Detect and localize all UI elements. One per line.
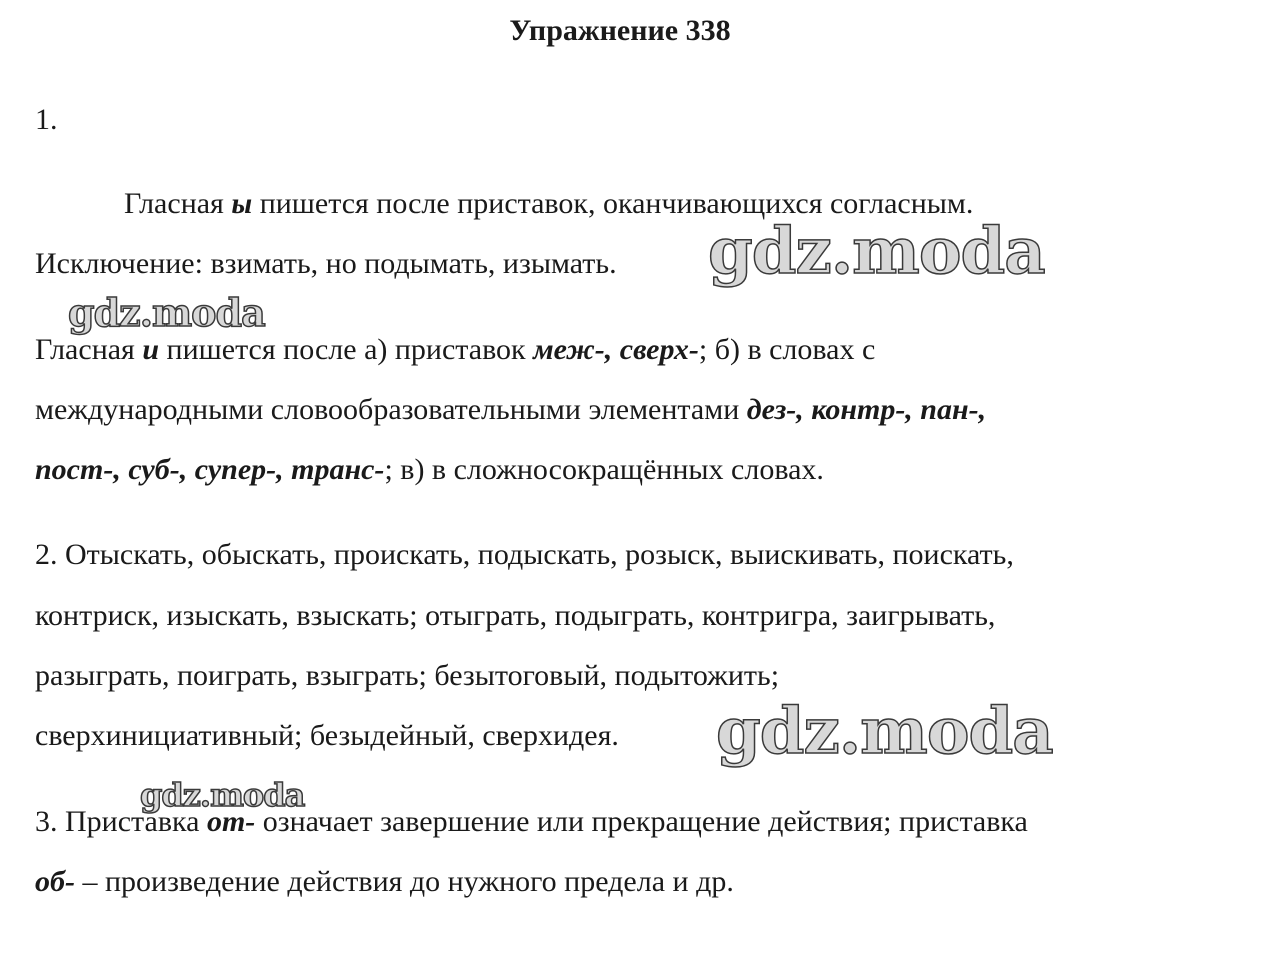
section-2-line-2: контриск, изыскать, взыскать; отыграть, подыграть, контригра, заигрывать,	[35, 599, 996, 632]
section-2-line-1: 2. Отыскать, обыскать, проискать, подыскать, розыск, выискивать, поискать,	[35, 538, 1014, 571]
section-2-line-3: разыграть, поиграть, взыграть; безытоговый, подытожить;	[35, 659, 780, 692]
section-1-paragraph-2-line-1: Гласная и пишется после а) приставок меж-, сверх-; б) в словах с	[35, 333, 876, 366]
watermark-logo: gdz.moda	[140, 776, 305, 814]
exercise-title: Упражнение 338	[509, 14, 731, 47]
section-1-paragraph-2-line-3: пост-, суб-, супер-, транс-; в) в сложносокращённых словах.	[35, 453, 824, 486]
section-1-paragraph-2-line-2: международными словообразовательными элементами дез-, контр-, пан-,	[35, 393, 987, 426]
section-1-paragraph-1-line-2: Исключение: взимать, но подымать, изымать.	[35, 247, 617, 280]
watermark-logo: gdz.moda	[716, 694, 1053, 769]
section-1-paragraph-1-line-1: Гласная ы пишется после приставок, оканчивающихся согласным.	[124, 187, 974, 220]
section-2-line-4: сверхинициативный; безыдейный, сверхидея.	[35, 719, 619, 752]
section-3-line-2: об- – произведение действия до нужного предела и др.	[35, 865, 734, 898]
section-1-number: 1.	[35, 103, 58, 136]
watermark-logo: gdz.moda	[708, 214, 1045, 289]
watermark-logo: gdz.moda	[68, 290, 265, 335]
section-3-line-1: 3. Приставка от- означает завершение или прекращение действия; приставка	[35, 805, 1028, 838]
